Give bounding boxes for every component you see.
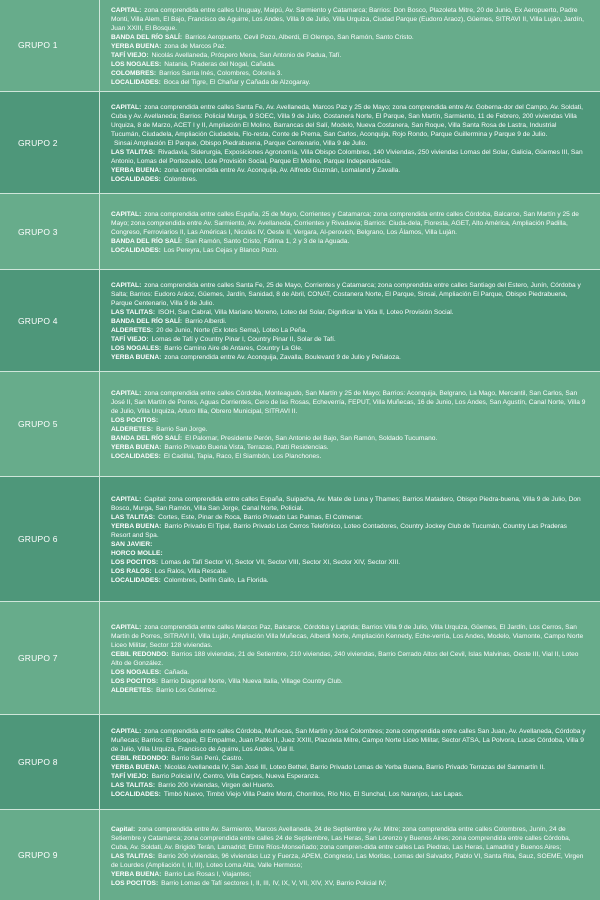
zone-text: Lomas de Tafí y Country Pinar I, Country Pinar II, Solar de Tafí. <box>151 336 336 344</box>
zone-name: CAPITAL: <box>111 728 142 736</box>
group-zones <box>100 602 600 715</box>
zone-name: SAN JAVIER: <box>111 540 153 548</box>
zone-text: Barrio 200 viviendas, 96 viviendas Luz y Fuerza, APEM, Congreso, Las Moritas, Lomas del Salvador, Pablo VI, Santa Rita, Sauz, SOEME, Virgen de Lourdes (Ampliación I, II, III), Loteo Loma Alta, Valle Hermoso; <box>111 852 584 869</box>
zone-entry <box>111 558 586 567</box>
zone-text: San Ramón, Santo Cristo, Fátima 1, 2 y 3 de la Aguada. <box>185 238 350 246</box>
group-zones <box>100 194 600 269</box>
zone-text: Barrio Alberdi. <box>185 318 227 326</box>
zone-name: TAFÍ VIEJO: <box>111 773 149 781</box>
zone-entry <box>111 668 586 677</box>
zone-text: Barrios 188 viviendas, 21 de Setiembre, 210 viviendas, 240 viviendas, Barrio Cerrado Altos del Cevil, Islas Malvinas, Oeste III, Vial II, Loteo Alto de González. <box>111 650 579 667</box>
zone-text: Capital: zona comprendida entre calles España, Suipacha, Av. Mate de Luna y Thames; Barrios Matadero, Obispo Piedra-buena, Villa 9 de Julio, Don Bosco, Murga, San Ramón, Villa San Jorge, Canal Norte, Policial. <box>111 495 581 512</box>
group-row <box>0 477 600 602</box>
zone-entry <box>111 452 586 461</box>
zone-entry <box>111 317 586 326</box>
zone-entry <box>111 763 586 772</box>
zone-text: Los Pereyra, Las Cejas y Blanco Pozo. <box>163 247 279 255</box>
zone-entry <box>111 166 586 175</box>
zone-name: LOS RALOS: <box>111 567 152 575</box>
zone-name: YERBA BUENA: <box>111 443 162 451</box>
zone-entry <box>111 522 586 540</box>
group-label: GRUPO 9 <box>0 810 100 900</box>
zone-entry <box>111 540 586 549</box>
zone-text: zona comprendida entre calles Santa Fe, 25 de Mayo, Corrientes y Catamarca; zona comprendida entre calles Santiago del Estero, Junín, Córdoba y Salta; Barrios: Eudoro Aráoz, Güemes, Jardín, Sanidad, 8 de Abril, CONAT, Costanera Norte, El Parque, Sinsai, Ampliación El Parque, Obispo Piedrabuena, Parque Centenario, Villa 9 de Julio. <box>111 282 581 308</box>
zone-text: Colombres, Delfín Gallo, La Florida. <box>163 576 269 584</box>
zone-text: Colombres. <box>163 176 198 184</box>
zone-name: LOCALIDADES: <box>111 576 161 584</box>
zone-entry <box>111 650 586 668</box>
zone-name: TAFÍ VIEJO: <box>111 336 149 344</box>
zone-name: YERBA BUENA: <box>111 354 162 362</box>
zone-name: LAS TALITAS: <box>111 309 156 317</box>
zone-name: LOS NOGALES: <box>111 345 162 353</box>
zone-text: zona comprendida entre calles España, 25 de Mayo, Corrientes y Catamarca; zona comprendida entre calles Córdoba, Balcarce, San Martín y 25 de Mayo; zona comprendida entre Av. Sarmiento, Av. Avellaneda, Corrientes y Rivadavia; Barrios: Ciuda-dela, Floresta, AGET, Alto América, Ampliación Padilla, Congreso, Ferroviarios II, Las Américas I, Nicolás IV, Oeste II, Vergara, Al-perovich, Belgrano, Los Álamos, Villa Luján. <box>111 211 579 237</box>
zone-name: CAPITAL: <box>111 389 142 397</box>
zone-text: Boca del Tigre, El Chañar y Cañada de Alzogaray. <box>163 78 311 86</box>
zone-name: LOS NOGALES: <box>111 60 162 68</box>
zone-entry <box>111 425 586 434</box>
zone-text: Natania, Praderas del Nogal, Cañada. <box>164 60 276 68</box>
group-label: GRUPO 8 <box>0 715 100 809</box>
zone-text: Timbó Nuevo, Timbó Viejo Villa Padre Monti, Chorrillos, Río Nío, El Sunchal, Los Naranjos, Las Lapas. <box>163 791 464 799</box>
zone-entry <box>111 33 586 42</box>
zone-text: Nicolás Avellaneda, Próspero Mena, San Antonio de Padua, Tafí. <box>151 51 342 59</box>
zone-text: Barrio Lomas de Tafí sectores I, II, III, IV, IX, V, VII, XIV, XV, Barrio Policial IV; <box>161 879 387 887</box>
zone-name: COLOMBRES: <box>111 69 157 77</box>
zone-entry <box>111 6 586 33</box>
zone-entry <box>111 344 586 353</box>
zone-entry <box>111 879 586 888</box>
zone-entry <box>111 60 586 69</box>
zone-name: LOS POCITOS: <box>111 416 159 424</box>
zone-name: LOCALIDADES: <box>111 247 161 255</box>
zone-name: CAPITAL: <box>111 104 142 112</box>
zone-name: LOS NOGALES: <box>111 668 162 676</box>
group-zones <box>100 477 600 601</box>
zone-entry <box>111 623 586 650</box>
zone-text: Sinsai Ampliación El Parque, Obispo Piedrabuena, Parque Centenario, Villa 9 de Julio. <box>114 140 368 148</box>
zone-text: zona comprendida entre Av. Aconquija, Zavalla, Boulevard 9 de Julio y Peñaloza. <box>164 354 401 362</box>
zone-text: Barrio Policial IV, Centro, Villa Carpes, Nueva Esperanza. <box>151 773 320 781</box>
zone-entry <box>111 42 586 51</box>
zone-name: ALDERETES: <box>111 327 154 335</box>
zone-entry <box>111 686 586 695</box>
zone-entry <box>111 790 586 799</box>
zone-text: Barrio San Jorge. <box>156 425 208 433</box>
zone-text: Barrio 200 viviendas, Virgen del Huerto. <box>158 782 275 790</box>
zone-entry <box>111 416 586 425</box>
zone-name: BANDA DEL RÍO SALÍ: <box>111 318 183 326</box>
zone-entry <box>111 495 586 513</box>
zone-entry <box>111 434 586 443</box>
zone-entry <box>111 335 586 344</box>
group-row <box>0 0 600 92</box>
zone-text: zona comprendida entre calles Uruguay, Maipú, Av. Sarmiento y Catamarca; Barrios: Don Bosco, Plazoleta Mitre, 20 de Junio, Ex Aeropuerto, Padre Monti, Villa Alem, El Bajo, Francisco de Aguirre, Los Andes, Villa 9 de Julio, Villa Urquiza, Ciudad Parque (Eudoro Araoz), Güemes, SITRAVI II, Villa Luján, Jardín, Juan XXIII, El Bosque. <box>111 6 584 32</box>
group-label: GRUPO 1 <box>0 0 100 91</box>
zone-entry <box>111 677 586 686</box>
zone-entry <box>111 567 586 576</box>
zone-entry <box>111 246 586 255</box>
zone-text: Los Ralos, Villa Rescate. <box>154 567 228 575</box>
zone-entry <box>111 103 586 139</box>
zone-name: YERBA BUENA: <box>111 764 162 772</box>
zone-name: YERBA BUENA: <box>111 167 162 175</box>
zone-text: ISOH, San Cabral, Villa Mariano Moreno, Loteo del Solar, Dignificar la Vida II, Loteo Provisión Social. <box>158 309 454 317</box>
group-label: GRUPO 6 <box>0 477 100 601</box>
zone-text: Barrio Diagonal Norte, Villa Nueva Italia, Village Country Club. <box>161 677 343 685</box>
group-row <box>0 810 600 900</box>
zone-name: Capital: <box>111 825 136 833</box>
group-label: GRUPO 2 <box>0 92 100 193</box>
group-zones <box>100 715 600 809</box>
zone-entry <box>111 139 586 148</box>
zone-entry <box>111 210 586 237</box>
zone-entry <box>111 727 586 754</box>
zone-name: LOCALIDADES: <box>111 452 161 460</box>
zone-entry <box>111 576 586 585</box>
group-zones <box>100 372 600 475</box>
zone-entry <box>111 772 586 781</box>
group-row <box>0 602 600 716</box>
group-row <box>0 715 600 810</box>
zone-text: Rivadavia, Siderurgia, Exposiciones Agronomía, Villa Obispo Colombres, 140 Viviendas, 250 viviendas Lomas del Solar, Galicia, Güemes III, San Antonio, Lomas del Portezuelo, Lote Provisión Social, Parque El Molino, Parque Independencia. <box>111 149 583 166</box>
group-row <box>0 372 600 476</box>
zone-entry <box>111 175 586 184</box>
group-label: GRUPO 5 <box>0 372 100 475</box>
zone-entry <box>111 237 586 246</box>
zone-text: Barrio Los Gutiérrez. <box>156 686 217 694</box>
zone-name: LOCALIDADES: <box>111 78 161 86</box>
zone-name: LAS TALITAS: <box>111 852 156 860</box>
zone-text: zona comprendida entre calles Santa Fe, Av. Avellaneda, Marcos Paz y 25 de Mayo; zona comprendida entre Av. Goberna-dor del Campo, Av. Soldati, Cuba y Av. Avellaneda; Barrios: Policial Murga, 9 SOEC, Villa 9 de Julio, Costanera Norte, El Parque, San Martín, Sarmiento, 11 de Febrero, 200 viviendas Villa Urquiza, 8 de Marzo, ACET I y II, Ampliación El Molino, Barrancas del Salí, Modelo, Nueva Costanera, San Roque, Villa Santa Rosa de Lastra, Industrial Tucumán, Ciudadela, Ampliación Ciudadela, Flo-resta, Conte de Prema, San Carlos, Aconquija, Rojo Rondo, Parque Guillermina y Parque 9 de Julio. <box>111 104 583 139</box>
group-label: GRUPO 3 <box>0 194 100 269</box>
zone-text: zona comprendida entre calles Marcos Paz, Balcarce, Córdoba y Laprida; Barrios Villa 9 de Julio, Villa Urquiza, Güemes, El Jardín, Los Cerros, San Martín de Porres, SITRAVI II, Villa Luján, Ampliación Villa Muñecas, Alberdi Norte, Ampliación Kennedy, Eche-verría, Los Andes, Modelo, Viamonte, Campo Norte Liceo Militar, Sector 128 viviendas. <box>111 623 584 649</box>
zone-text: El Palomar, Presidente Perón, San Antonio del Bajo, San Ramón, Soldado Tucumano. <box>185 434 438 442</box>
zone-entry <box>111 69 586 78</box>
zone-name: TAFÍ VIEJO: <box>111 51 149 59</box>
zone-entry <box>111 326 586 335</box>
zone-entry <box>111 148 586 166</box>
zone-entry <box>111 51 586 60</box>
zone-text: Cañada. <box>164 668 190 676</box>
zone-name: BANDA DEL RÍO SALÍ: <box>111 238 183 246</box>
zone-text: zona comprendida entre calles Córdoba, Monteagudo, San Martín y 25 de Mayo; Barrios: Aconquija, Belgrano, La Mago, Mercantil, San Carlos, San José II, San Martín de Porres, Aguas Corrientes, Cero de las Rosas, Echeverría, FEPUT, Villa Muñecas, 16 de Junio, Los Andes, San Agustín, Canal Norte, Villa 9 de Julio, Villa Urquiza, Arturo Illia, Obrero Municipal, SITRAVI II. <box>111 389 586 415</box>
zone-text: zona comprendida entre calles Córdoba, Muñecas, San Martín y José Colombres; zona comprendida entre calles San Juan, Av. Avellaneda, Córdoba y Muñecas; Barrios: El Bosque, El Empalme, Juan Pablo II, Juez XXIII, Plazoleta Mitre, Campo Norte Liceo Militar, Sector ATSA, La Polvora, Lucas Córdoba, Villa 9 de Julio, Villa Urquiza, Francisco de Aguirre, Los Andes, Vial II. <box>111 728 586 754</box>
group-zones <box>100 0 600 91</box>
zone-name: LOCALIDADES: <box>111 791 161 799</box>
zone-entry <box>111 754 586 763</box>
zone-text: Barrios Santa Inés, Colombres, Colonia 3. <box>159 69 283 77</box>
zone-text: Barrio San Perú, Castro. <box>171 755 244 763</box>
zone-name: YERBA BUENA: <box>111 870 162 878</box>
zone-entry <box>111 825 586 852</box>
zone-name: CAPITAL: <box>111 495 142 503</box>
zone-text: zona de Marcos Paz. <box>164 42 227 50</box>
zone-name: CAPITAL: <box>111 211 142 219</box>
zone-name: BANDA DEL RÍO SALÍ: <box>111 434 183 442</box>
zone-name: LOCALIDADES: <box>111 176 161 184</box>
zone-name: YERBA BUENA: <box>111 522 162 530</box>
zone-text: Nicolás Avellaneda IV, San José III, Loteo Bethel, Barrio Privado Lomas de Yerba Buena, Barrio Privado Terrazas del Sanmartín II. <box>164 764 546 772</box>
zone-entry <box>111 78 586 87</box>
zone-text: 20 de Junio, Norte (Ex lotes Sema), Loteo La Peña. <box>156 327 308 335</box>
zone-entry <box>111 870 586 879</box>
zone-name: CEBIL REDONDO: <box>111 755 169 763</box>
zone-entry <box>111 781 586 790</box>
zone-text: Cortes, Este, Pinar de Roca, Barrio Privado Las Palmas, El Colmenar. <box>158 513 363 521</box>
zone-text: zona comprendida entre Av. Aconquija, Av. Alfredo Guzmán, Lomaland y Zavalla. <box>164 167 401 175</box>
zone-text: Barrio Las Rosas I, Viajantes; <box>164 870 252 878</box>
zone-entry <box>111 443 586 452</box>
zone-text: Barrio Privado El Tipal, Barrio Privado Los Cerros Telefónico, Loteo Contadores, Country Jockey Club de Tucumán, Country Las Praderas Resort and Spa. <box>111 522 567 539</box>
zone-entry <box>111 549 586 558</box>
zone-entry <box>111 281 586 308</box>
zone-name: ALDERETES: <box>111 686 154 694</box>
zone-name: BANDA DEL RÍO SALÍ: <box>111 33 183 41</box>
zone-entry <box>111 389 586 416</box>
zone-name: LOS POCITOS: <box>111 879 159 887</box>
zone-name: CEBIL REDONDO: <box>111 650 169 658</box>
zone-text: Lomas de Tafí Sector VI, Sector VII, Sector VIII, Sector XI, Sector XIV, Sector XIII. <box>161 558 401 566</box>
zone-entry <box>111 513 586 522</box>
zone-name: YERBA BUENA: <box>111 42 162 50</box>
group-label: GRUPO 4 <box>0 270 100 371</box>
group-zones <box>100 810 600 900</box>
zone-name: HORCO MOLLE: <box>111 549 163 557</box>
group-row <box>0 270 600 372</box>
zone-entry <box>111 852 586 870</box>
zone-text: zona comprendida entre Av. Sarmiento, Marcos Avellaneda, 24 de Septiembre y Av. Mitre; zona comprendida entre calles Colombres, Junín, 24 de Setiembre y Catamarca; zona comprendida entre calles 24 de Septiembre, Las Heras, San Lorenzo y Buenos Aires; zona comprendida entre calles Córdoba, Cuba, Av. Soldati, Av. Brigido Terán, Lamadrid; Entre Ríos-Monseñado; zona compren-dida entre calles Las Piedras, Las Heras, Lamadrid y Buenos Aires; <box>111 825 571 851</box>
zone-name: LAS TALITAS: <box>111 782 156 790</box>
zone-text: Barrio Camino Aire de Antares, Country La Gle. <box>164 345 303 353</box>
zone-name: CAPITAL: <box>111 282 142 290</box>
zone-text: Barrio Privado Buena Vista, Terrazas, Patti Residencias. <box>164 443 329 451</box>
group-zones <box>100 270 600 371</box>
zone-name: LAS TALITAS: <box>111 513 156 521</box>
group-label: GRUPO 7 <box>0 602 100 715</box>
zone-text: Barrios Aeropuerto, Cevil Pozo, Alberdi, El Olempo, San Ramón, Santo Cristo. <box>185 33 414 41</box>
zone-text: El Cadillal, Tapia, Raco, El Siambón, Los Planchones. <box>163 452 322 460</box>
zone-name: LOS POCITOS: <box>111 677 159 685</box>
zone-name: LOS POCITOS: <box>111 558 159 566</box>
group-zones <box>100 92 600 193</box>
zone-entry <box>111 308 586 317</box>
group-row <box>0 194 600 270</box>
zone-entry <box>111 353 586 362</box>
zone-name: CAPITAL: <box>111 6 142 14</box>
zone-name: CAPITAL: <box>111 623 142 631</box>
group-row <box>0 92 600 194</box>
zone-name: LAS TALITAS: <box>111 149 156 157</box>
zone-name: ALDERETES: <box>111 425 154 433</box>
